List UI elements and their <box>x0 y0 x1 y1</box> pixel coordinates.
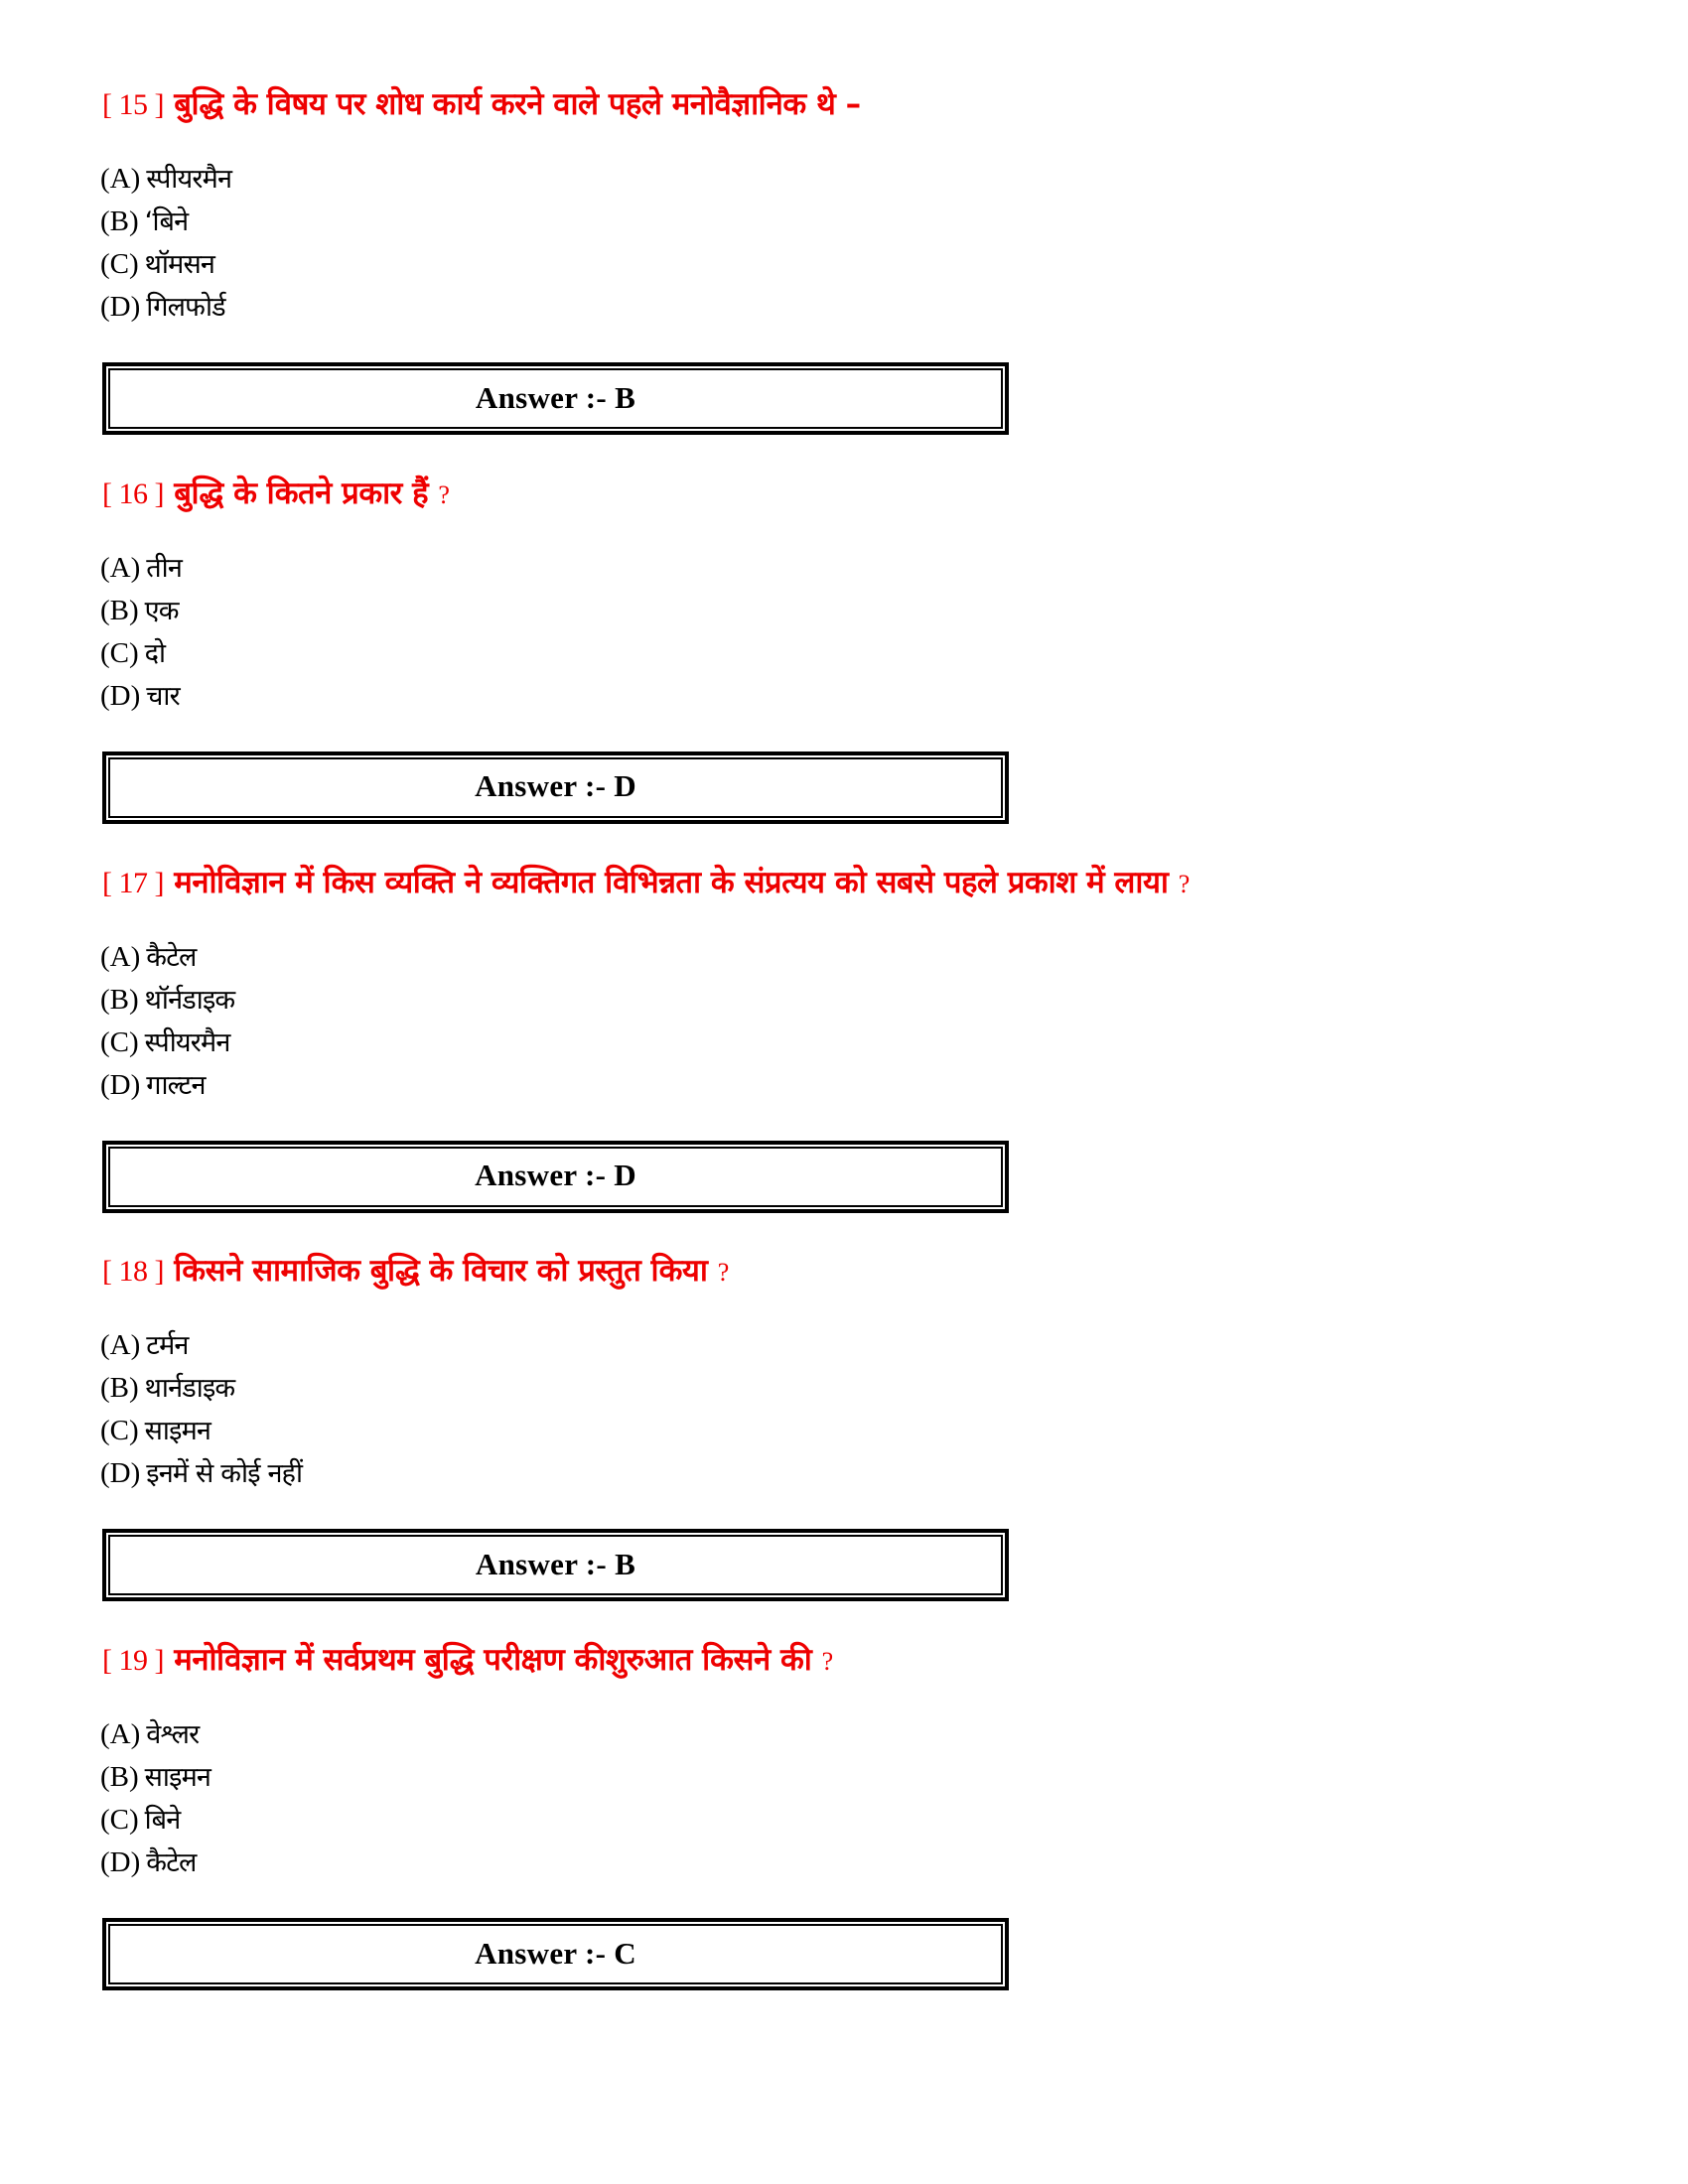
question-end-mark: ? <box>438 479 450 509</box>
question-text: मनोविज्ञान में सर्वप्रथम बुद्धि परीक्षण कीशुरुआत किसने की <box>174 1642 812 1678</box>
answer-box-inner <box>108 757 1003 818</box>
question-number: [ 15 ] <box>102 88 164 121</box>
question-number: [ 17 ] <box>102 866 164 899</box>
question-17 <box>0 864 1688 1258</box>
option-b <box>100 979 234 1022</box>
option-letter: (B) <box>100 1372 139 1405</box>
option-letter: (B) <box>100 205 139 237</box>
question-text: किसने सामाजिक बुद्धि के विचार को प्रस्तुत किया <box>174 1253 708 1290</box>
option-text: स्पीयरमैन <box>144 1026 230 1058</box>
option-letter: (D) <box>100 1068 141 1101</box>
answer-box <box>102 751 1009 824</box>
option-c <box>100 1410 302 1452</box>
option-letter: (A) <box>100 1718 141 1750</box>
option-d <box>100 1064 234 1107</box>
option-letter: (D) <box>100 679 141 712</box>
option-text: चार <box>146 680 180 712</box>
question-16 <box>0 475 1688 869</box>
question-number: [ 19 ] <box>102 1644 164 1677</box>
answer-box <box>102 1918 1009 1990</box>
option-a <box>100 936 234 979</box>
option-text: साइमन <box>144 1416 211 1447</box>
option-a <box>100 1713 211 1756</box>
options-list <box>100 1713 211 1884</box>
option-text: थॉमसन <box>144 249 215 280</box>
options-list <box>100 158 231 329</box>
answer-text: Answer :- D <box>475 768 636 804</box>
option-letter: (A) <box>100 1329 141 1362</box>
option-c <box>100 1799 211 1842</box>
answer-box <box>102 1529 1009 1601</box>
options-list <box>100 936 234 1107</box>
option-text: तीन <box>146 552 183 584</box>
option-b <box>100 590 182 632</box>
answer-box-inner <box>108 1147 1003 1207</box>
options-list <box>100 1324 302 1495</box>
question-end-mark: ? <box>821 1647 833 1676</box>
option-letter: (C) <box>100 1804 139 1836</box>
option-letter: (B) <box>100 983 139 1016</box>
question-heading <box>102 1638 833 1682</box>
answer-text: Answer :- C <box>475 1935 636 1971</box>
option-text: ‘बिने <box>144 206 189 237</box>
option-text: वेश्लर <box>146 1719 200 1750</box>
question-text: बुद्धि के विषय पर शोध कार्य करने वाले पहले मनोवैज्ञानिक थे – <box>174 86 861 122</box>
option-d <box>100 675 182 718</box>
option-d <box>100 286 231 329</box>
question-end-mark: ? <box>717 1258 729 1288</box>
question-end-mark: ? <box>1178 869 1190 898</box>
answer-box <box>102 1141 1009 1213</box>
option-text: दो <box>144 637 166 669</box>
answer-text: Answer :- D <box>475 1158 636 1192</box>
question-heading <box>102 1249 729 1293</box>
option-text: इनमें से कोई नहीं <box>146 1458 303 1490</box>
option-letter: (A) <box>100 551 141 584</box>
answer-box-inner <box>108 1535 1003 1595</box>
answer-box-inner <box>108 1924 1003 1984</box>
option-text: बिने <box>144 1805 181 1836</box>
option-c <box>100 1022 234 1064</box>
option-text: टर्मन <box>146 1330 189 1362</box>
option-text: स्पीयरमैन <box>146 164 232 195</box>
option-letter: (C) <box>100 1415 139 1447</box>
option-letter: (D) <box>100 1846 141 1878</box>
option-b <box>100 1756 211 1799</box>
option-letter: (C) <box>100 636 139 669</box>
answer-box <box>102 362 1009 435</box>
question-number: [ 18 ] <box>102 1255 164 1289</box>
option-letter: (D) <box>100 1457 141 1490</box>
option-text: एक <box>144 595 179 626</box>
question-heading <box>102 472 449 515</box>
option-letter: (C) <box>100 1025 139 1058</box>
question-19 <box>0 1642 1688 2035</box>
option-letter: (A) <box>100 940 141 973</box>
question-18 <box>0 1253 1688 1646</box>
option-text: कैटेल <box>146 941 197 973</box>
answer-text: Answer :- B <box>475 1546 636 1581</box>
option-letter: (D) <box>100 291 141 323</box>
question-heading <box>102 82 861 126</box>
option-text: कैटेल <box>146 1847 197 1878</box>
question-number: [ 16 ] <box>102 477 164 510</box>
option-letter: (B) <box>100 594 139 626</box>
options-list <box>100 547 182 718</box>
option-c <box>100 632 182 675</box>
answer-text: Answer :- B <box>475 379 636 415</box>
option-letter: (C) <box>100 248 139 280</box>
option-d <box>100 1842 211 1884</box>
answer-box-inner <box>108 368 1003 429</box>
option-text: गिलफोर्ड <box>146 292 225 323</box>
question-text: मनोविज्ञान में किस व्यक्ति ने व्यक्तिगत विभिन्नता के संप्रत्यय को सबसे पहले प्रकाश में लाया <box>174 864 1169 900</box>
option-b <box>100 1367 302 1410</box>
option-letter: (B) <box>100 1761 139 1793</box>
question-heading <box>102 861 1190 904</box>
option-a <box>100 1324 302 1367</box>
option-text: साइमन <box>144 1762 211 1793</box>
option-letter: (A) <box>100 163 141 195</box>
question-15 <box>0 86 1688 479</box>
option-c <box>100 243 231 286</box>
option-text: थॉर्नडाइक <box>144 984 235 1016</box>
option-b <box>100 201 231 243</box>
option-text: थार्नडाइक <box>144 1373 235 1405</box>
option-a <box>100 158 231 201</box>
question-text: बुद्धि के कितने प्रकार हैं <box>174 475 429 511</box>
option-d <box>100 1452 302 1495</box>
option-a <box>100 547 182 590</box>
option-text: गाल्टन <box>146 1069 206 1101</box>
